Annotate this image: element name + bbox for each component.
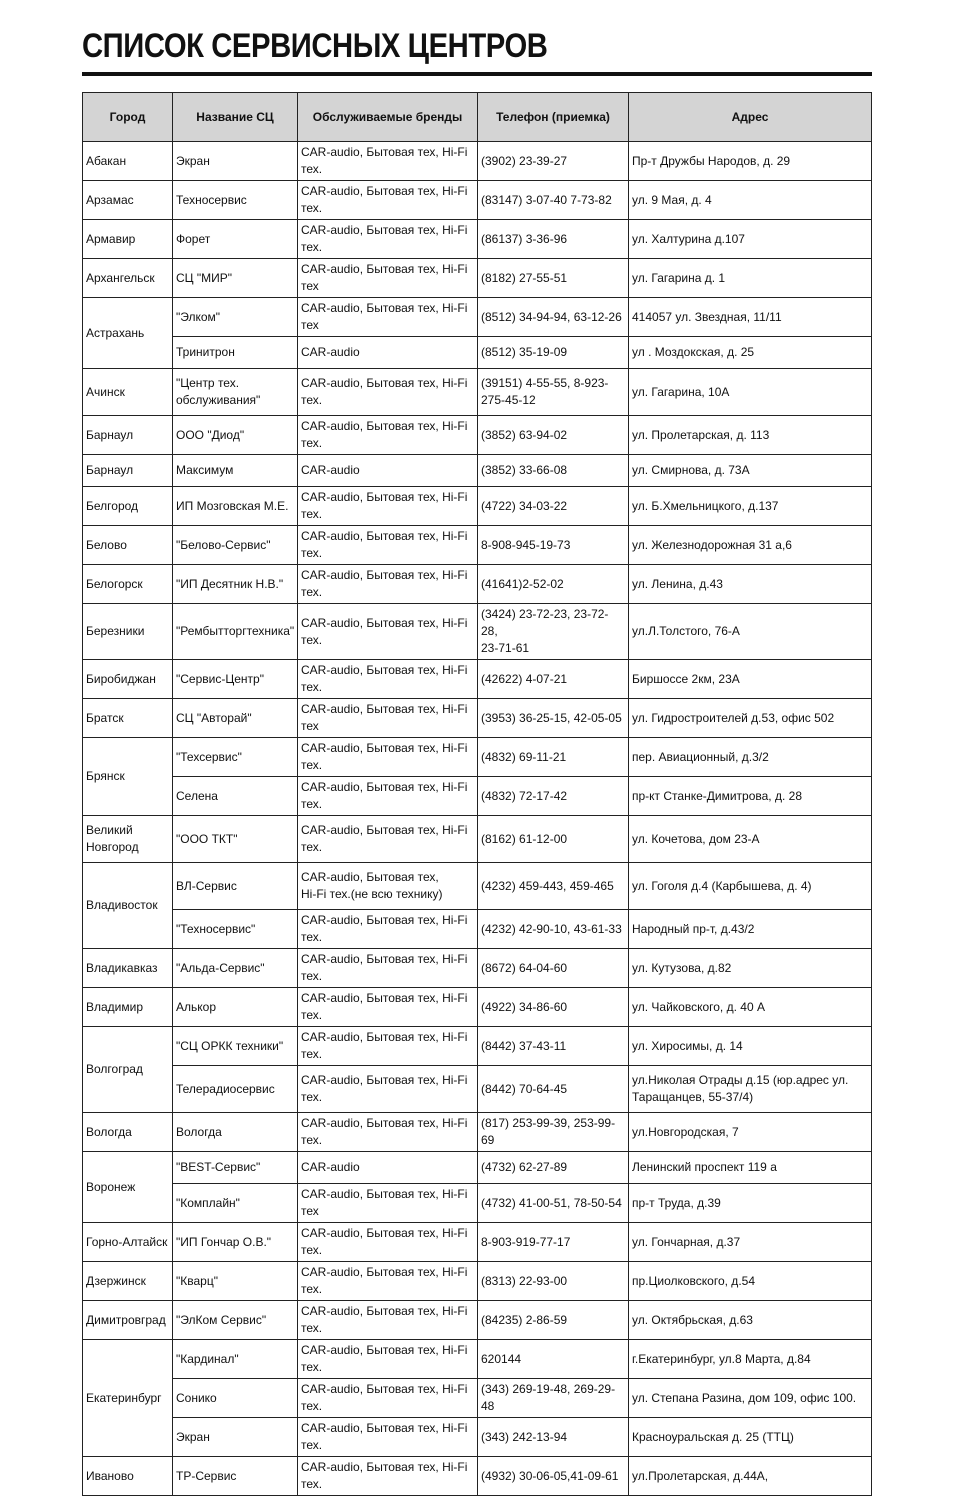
cell-address: ул. Халтурина д.107 <box>629 220 872 259</box>
cell-phone: (8672) 64-04-60 <box>478 949 629 988</box>
table-row <box>83 1223 872 1262</box>
title-rule <box>82 72 872 76</box>
cell-phone: (83147) 3-07-40 7-73-82 <box>478 181 629 220</box>
cell-brands: CAR-audio, Бытовая тех, Hi-Fi тех. <box>298 910 478 949</box>
table-row <box>83 738 872 777</box>
cell-name: Телерадиосервис <box>173 1066 298 1113</box>
cell-address: ул. Степана Разина, дом 109, офис 100. <box>629 1379 872 1418</box>
header-address: Адрес <box>629 93 872 142</box>
cell-city: Вологда <box>83 1113 173 1152</box>
cell-city: Брянск <box>83 738 173 816</box>
cell-brands: CAR-audio, Бытовая тех, Hi-Fi тех. <box>298 487 478 526</box>
cell-city: Абакан <box>83 142 173 181</box>
cell-brands: CAR-audio, Бытовая тех, Hi-Fi тех. <box>298 777 478 816</box>
cell-city: Иваново <box>83 1457 173 1496</box>
cell-brands: CAR-audio, Бытовая тех, Hi-Fi тех. <box>298 1301 478 1340</box>
table-row <box>83 487 872 526</box>
cell-address: пр.Циолковского, д.54 <box>629 1262 872 1301</box>
table-row <box>83 816 872 863</box>
cell-brands: CAR-audio, Бытовая тех, Hi-Fi тех. <box>298 660 478 699</box>
cell-phone: 620144 <box>478 1340 629 1379</box>
table-row <box>83 1418 872 1457</box>
cell-address: ул. Железнодорожная 31 а,6 <box>629 526 872 565</box>
cell-name: "Комплайн" <box>173 1184 298 1223</box>
cell-name: "СЦ ОРКК техники" <box>173 1027 298 1066</box>
cell-name: ООО "Диод" <box>173 416 298 455</box>
cell-name: ИП Мозговская М.Е. <box>173 487 298 526</box>
table-row <box>83 1262 872 1301</box>
cell-address: ул. Смирнова, д. 73А <box>629 455 872 487</box>
cell-city: Астрахань <box>83 298 173 369</box>
table-row <box>83 777 872 816</box>
cell-phone: (4732) 41-00-51, 78-50-54 <box>478 1184 629 1223</box>
cell-city: Арзамас <box>83 181 173 220</box>
cell-name: Техносервис <box>173 181 298 220</box>
cell-address: ул. Гагарина д. 1 <box>629 259 872 298</box>
table-body <box>83 142 872 1496</box>
cell-phone: (4232) 459-443, 459-465 <box>478 863 629 910</box>
table-row <box>83 565 872 604</box>
cell-name: "Техсервис" <box>173 738 298 777</box>
table-row <box>83 699 872 738</box>
cell-brands: CAR-audio, Бытовая тех, Hi-Fi тех <box>298 699 478 738</box>
cell-phone: (4922) 34-86-60 <box>478 988 629 1027</box>
cell-address: ул.Пролетарская, д.44А, <box>629 1457 872 1496</box>
cell-name: Максимум <box>173 455 298 487</box>
cell-name: Экран <box>173 1418 298 1457</box>
table-row <box>83 1457 872 1496</box>
cell-city: Березники <box>83 604 173 660</box>
cell-address: пр-кт Станке-Димитрова, д. 28 <box>629 777 872 816</box>
cell-name: "Альда-Сервис" <box>173 949 298 988</box>
cell-phone: (8162) 61-12-00 <box>478 816 629 863</box>
cell-phone: (39151) 4-55-55, 8-923- 275-45-12 <box>478 369 629 416</box>
cell-city: Братск <box>83 699 173 738</box>
cell-city: Биробиджан <box>83 660 173 699</box>
cell-phone: (8182) 27-55-51 <box>478 259 629 298</box>
cell-address: Ленинский проспект 119 а <box>629 1152 872 1184</box>
cell-phone: (4232) 42-90-10, 43-61-33 <box>478 910 629 949</box>
cell-phone: (3852) 33-66-08 <box>478 455 629 487</box>
cell-phone: (3953) 36-25-15, 42-05-05 <box>478 699 629 738</box>
table-row <box>83 337 872 369</box>
cell-address: ул. Чайковского, д. 40 А <box>629 988 872 1027</box>
table-row <box>83 863 872 910</box>
cell-address: 414057 ул. Звездная, 11/11 <box>629 298 872 337</box>
header-name: Название СЦ <box>173 93 298 142</box>
cell-name: "Элком" <box>173 298 298 337</box>
cell-brands: CAR-audio, Бытовая тех, Hi-Fi тех <box>298 1184 478 1223</box>
cell-brands: CAR-audio <box>298 455 478 487</box>
cell-phone: (3902) 23-39-27 <box>478 142 629 181</box>
cell-city: Владивосток <box>83 863 173 949</box>
page-title: СПИСОК СЕРВИСНЫХ ЦЕНТРОВ <box>82 27 548 65</box>
cell-name: "Центр тех. обслуживания" <box>173 369 298 416</box>
cell-address: пр-т Труда, д.39 <box>629 1184 872 1223</box>
cell-address: Красноуральская д. 25 (ТТЦ) <box>629 1418 872 1457</box>
cell-address: ул. Гагарина, 10А <box>629 369 872 416</box>
cell-address: Народный пр-т, д.43/2 <box>629 910 872 949</box>
cell-brands: CAR-audio, Бытовая тех, Hi-Fi тех. <box>298 1066 478 1113</box>
cell-brands: CAR-audio, Бытовая тех, Hi-Fi тех. <box>298 1340 478 1379</box>
table-row <box>83 142 872 181</box>
cell-name: "BEST-Сервис" <box>173 1152 298 1184</box>
cell-phone: (41641)2-52-02 <box>478 565 629 604</box>
cell-address: ул . Моздокская, д. 25 <box>629 337 872 369</box>
cell-name: "ООО ТКТ" <box>173 816 298 863</box>
cell-city: Димитровград <box>83 1301 173 1340</box>
cell-city: Волгоград <box>83 1027 173 1113</box>
cell-brands: CAR-audio, Бытовая тех, Hi-Fi тех. <box>298 565 478 604</box>
cell-name: "Кардинал" <box>173 1340 298 1379</box>
cell-brands: CAR-audio, Бытовая тех, Hi-Fi тех. <box>298 1223 478 1262</box>
cell-name: Селена <box>173 777 298 816</box>
table-row <box>83 1184 872 1223</box>
table-row <box>83 1066 872 1113</box>
cell-brands: CAR-audio, Бытовая тех, Hi-Fi тех. <box>298 220 478 259</box>
table-row <box>83 455 872 487</box>
cell-phone: (8313) 22-93-00 <box>478 1262 629 1301</box>
cell-name: "Рембытторгтехника" <box>173 604 298 660</box>
cell-address: Пр-т Дружбы Народов, д. 29 <box>629 142 872 181</box>
cell-phone: (343) 269-19-48, 269-29-48 <box>478 1379 629 1418</box>
cell-city: Владимир <box>83 988 173 1027</box>
cell-brands: CAR-audio, Бытовая тех, Hi-Fi тех. <box>298 738 478 777</box>
cell-address: пер. Авиационный, д.3/2 <box>629 738 872 777</box>
cell-phone: (84235) 2-86-59 <box>478 1301 629 1340</box>
cell-phone: (3852) 63-94-02 <box>478 416 629 455</box>
cell-phone: (8512) 34-94-94, 63-12-26 <box>478 298 629 337</box>
cell-address: ул. Пролетарская, д. 113 <box>629 416 872 455</box>
cell-brands: CAR-audio, Бытовая тех, Hi-Fi тех. <box>298 1113 478 1152</box>
cell-brands: CAR-audio, Бытовая тех, Hi-Fi тех. <box>298 369 478 416</box>
cell-phone: (8442) 37-43-11 <box>478 1027 629 1066</box>
cell-phone: (8512) 35-19-09 <box>478 337 629 369</box>
cell-phone: (86137) 3-36-96 <box>478 220 629 259</box>
cell-address: ул.Николая Отрады д.15 (юр.адрес ул. Таращанцев, 55-37/4) <box>629 1066 872 1113</box>
cell-address: Биршоссе 2км, 23А <box>629 660 872 699</box>
cell-address: ул.Новгородская, 7 <box>629 1113 872 1152</box>
cell-brands: CAR-audio, Бытовая тех, Hi-Fi тех. <box>298 526 478 565</box>
cell-brands: CAR-audio, Бытовая тех, Hi-Fi тех <box>298 298 478 337</box>
cell-phone: (4722) 34-03-22 <box>478 487 629 526</box>
cell-address: ул. Гидростроителей д.53, офис 502 <box>629 699 872 738</box>
table-row <box>83 220 872 259</box>
cell-brands: CAR-audio, Бытовая тех, Hi-Fi тех. <box>298 1027 478 1066</box>
table-row <box>83 1379 872 1418</box>
cell-phone: (42622) 4-07-21 <box>478 660 629 699</box>
cell-brands: CAR-audio, Бытовая тех, Hi-Fi тех. <box>298 1379 478 1418</box>
cell-address: ул.Л.Толстого, 76-А <box>629 604 872 660</box>
header-phone: Телефон (приемка) <box>478 93 629 142</box>
cell-city: Владикавказ <box>83 949 173 988</box>
table-row <box>83 604 872 660</box>
cell-name: Тринитрон <box>173 337 298 369</box>
cell-address: г.Екатеринбург, ул.8 Марта, д.84 <box>629 1340 872 1379</box>
cell-brands: CAR-audio, Бытовая тех, Hi-Fi тех. <box>298 1457 478 1496</box>
cell-phone: (343) 242-13-94 <box>478 1418 629 1457</box>
cell-phone: (3424) 23-72-23, 23-72-28, 23-71-61 <box>478 604 629 660</box>
cell-city: Великий Новгород <box>83 816 173 863</box>
cell-city: Екатеринбург <box>83 1340 173 1457</box>
table-row <box>83 1340 872 1379</box>
cell-name: Вологда <box>173 1113 298 1152</box>
cell-address: ул. 9 Мая, д. 4 <box>629 181 872 220</box>
cell-brands: CAR-audio, Бытовая тех, Hi-Fi тех. <box>298 181 478 220</box>
cell-phone: (4832) 72-17-42 <box>478 777 629 816</box>
cell-name: Экран <box>173 142 298 181</box>
cell-phone: 8-908-945-19-73 <box>478 526 629 565</box>
cell-address: ул. Ленина, д.43 <box>629 565 872 604</box>
cell-name: "Кварц" <box>173 1262 298 1301</box>
table-row <box>83 660 872 699</box>
cell-name: "ИП Десятник Н.В." <box>173 565 298 604</box>
cell-name: Алькор <box>173 988 298 1027</box>
table-row <box>83 1027 872 1066</box>
cell-brands: CAR-audio, Бытовая тех, Hi-Fi тех. <box>298 416 478 455</box>
table-row <box>83 298 872 337</box>
header-city: Город <box>83 93 173 142</box>
table-row <box>83 369 872 416</box>
table-row <box>83 416 872 455</box>
cell-address: ул. Б.Хмельницкого, д.137 <box>629 487 872 526</box>
table-row <box>83 1113 872 1152</box>
cell-phone: (4932) 30-06-05,41-09-61 <box>478 1457 629 1496</box>
cell-phone: (4832) 69-11-21 <box>478 738 629 777</box>
cell-address: ул. Гончарная, д.37 <box>629 1223 872 1262</box>
cell-name: "Сервис-Центр" <box>173 660 298 699</box>
cell-city: Белгород <box>83 487 173 526</box>
cell-address: ул. Октябрьская, д.63 <box>629 1301 872 1340</box>
cell-name: СЦ "Авторай" <box>173 699 298 738</box>
cell-brands: CAR-audio, Бытовая тех, Hi-Fi тех. <box>298 1418 478 1457</box>
cell-city: Белогорск <box>83 565 173 604</box>
cell-city: Архангельск <box>83 259 173 298</box>
table-row <box>83 259 872 298</box>
cell-city: Горно-Алтайск <box>83 1223 173 1262</box>
cell-name: "Белово-Сервис" <box>173 526 298 565</box>
cell-city: Барнаул <box>83 416 173 455</box>
cell-brands: CAR-audio, Бытовая тех, Hi-Fi тех. <box>298 816 478 863</box>
cell-name: "ИП Гончар О.В." <box>173 1223 298 1262</box>
cell-name: Форет <box>173 220 298 259</box>
cell-name: "ЭлКом Сервис" <box>173 1301 298 1340</box>
cell-address: ул. Кутузова, д.82 <box>629 949 872 988</box>
cell-phone: (8442) 70-64-45 <box>478 1066 629 1113</box>
cell-name: ТР-Сервис <box>173 1457 298 1496</box>
cell-city: Воронеж <box>83 1152 173 1223</box>
cell-address: ул. Хиросимы, д. 14 <box>629 1027 872 1066</box>
cell-city: Дзержинск <box>83 1262 173 1301</box>
cell-phone: (817) 253-99-39, 253-99-69 <box>478 1113 629 1152</box>
cell-city: Белово <box>83 526 173 565</box>
cell-brands: CAR-audio, Бытовая тех, Hi-Fi тех. <box>298 142 478 181</box>
cell-address: ул. Кочетова, дом 23-А <box>629 816 872 863</box>
table-row <box>83 910 872 949</box>
cell-city: Армавир <box>83 220 173 259</box>
table-row <box>83 1301 872 1340</box>
table-row <box>83 949 872 988</box>
cell-name: "Техносервис" <box>173 910 298 949</box>
cell-name: Сонико <box>173 1379 298 1418</box>
table-row <box>83 526 872 565</box>
cell-city: Барнаул <box>83 455 173 487</box>
cell-phone: 8-903-919-77-17 <box>478 1223 629 1262</box>
cell-name: СЦ "МИР" <box>173 259 298 298</box>
cell-brands: CAR-audio <box>298 337 478 369</box>
cell-brands: CAR-audio, Бытовая тех, Hi-Fi тех. <box>298 949 478 988</box>
header-brands: Обслуживаемые бренды <box>298 93 478 142</box>
cell-brands: CAR-audio, Бытовая тех, Hi-Fi тех. <box>298 1262 478 1301</box>
table-row <box>83 988 872 1027</box>
cell-address: ул. Гоголя д.4 (Карбышева, д. 4) <box>629 863 872 910</box>
cell-brands: CAR-audio <box>298 1152 478 1184</box>
cell-brands: CAR-audio, Бытовая тех, Hi-Fi тех. <box>298 604 478 660</box>
cell-city: Ачинск <box>83 369 173 416</box>
cell-brands: CAR-audio, Бытовая тех, Hi-Fi тех. <box>298 988 478 1027</box>
table-row <box>83 181 872 220</box>
table-header-row <box>83 93 872 142</box>
cell-phone: (4732) 62-27-89 <box>478 1152 629 1184</box>
cell-brands: CAR-audio, Бытовая тех, Hi-Fi тех <box>298 259 478 298</box>
cell-name: ВЛ-Сервис <box>173 863 298 910</box>
table-row <box>83 1152 872 1184</box>
cell-brands: CAR-audio, Бытовая тех, Hi-Fi тех.(не всю технику) <box>298 863 478 910</box>
service-centers-table <box>82 92 872 1496</box>
